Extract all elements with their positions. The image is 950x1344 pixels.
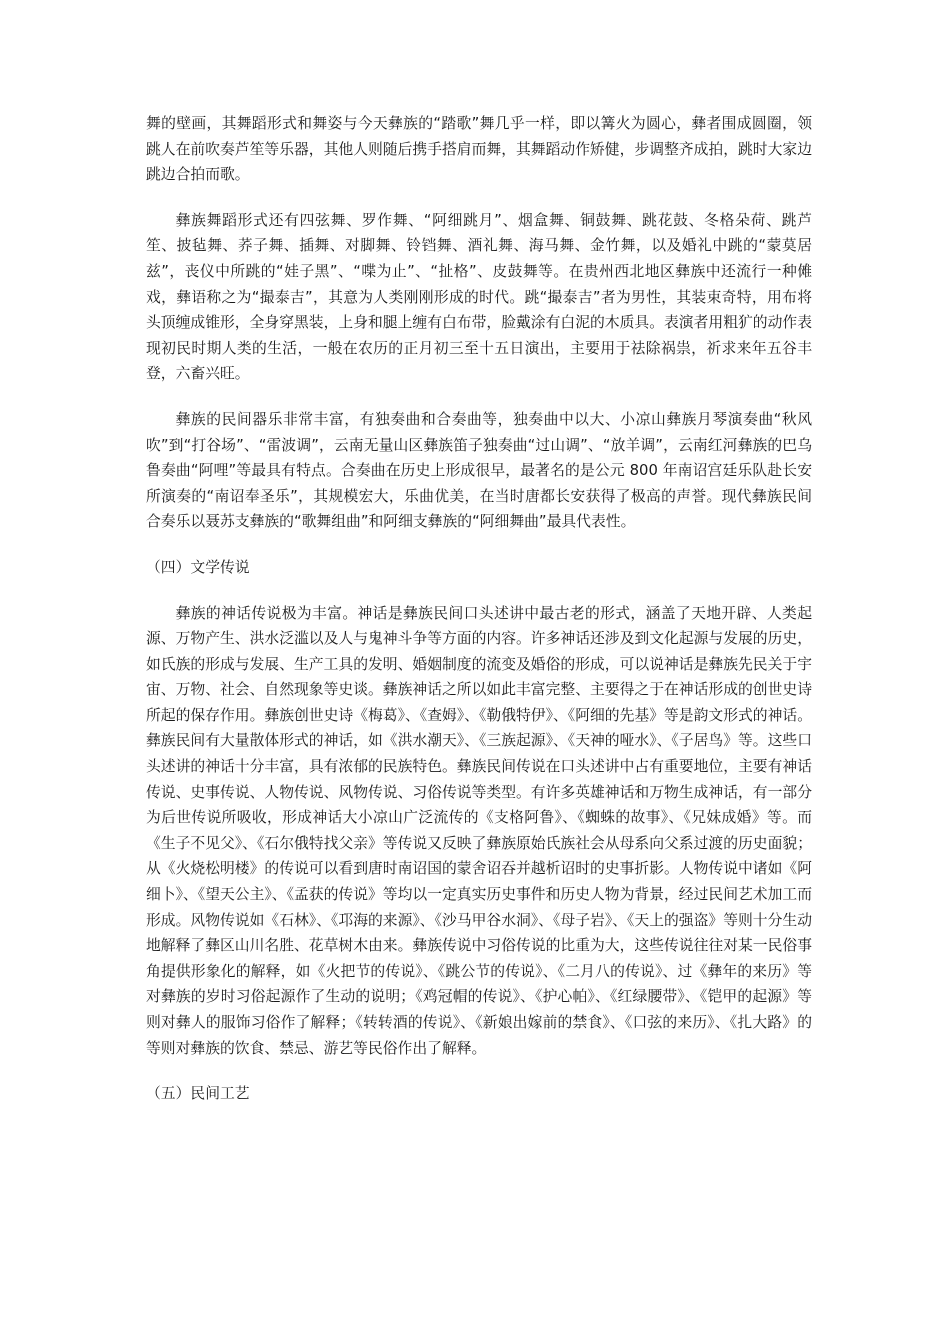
section-heading-folk-crafts: （五）民间工艺 [146,1085,250,1103]
section-heading-literature: （四）文学传说 [146,558,250,576]
document-body [146,111,812,1127]
paragraph-dance-forms: 彝族舞蹈形式还有四弦舞、罗作舞、“阿细跳月”、烟盒舞、铜鼓舞、跳花鼓、冬格朵荷、跳芦笙、披毡舞、荞子舞、插舞、对脚舞、铃铛舞、酒礼舞、海马舞、金竹舞，以及婚礼中跳的“蒙莫居兹”，丧仪中所跳的“娃子黑”、“喋为止”、“扯格”、皮鼓舞等。在贵州西北地区彝族中还流行一种傩戏，彝语称之为“撮泰吉”，其意为人类刚刚形成的时代。跳“撮泰吉”者为男性，其装束奇特，用布将头顶缠成锥形，全身穿黑装，上身和腿上缠有白布带，脸戴涂有白泥的木质具。表演者用粗犷的动作表现初民时期人类的生活，一般在农历的正月初三至十五日演出，主要用于祛除祸祟，祈求来年五谷丰登，六畜兴旺。 [146,211,812,383]
paragraph-folk-instruments: 彝族的民间器乐非常丰富，有独奏曲和合奏曲等，独奏曲中以大、小凉山彝族月琴演奏曲“秋风吹”到“打谷场”、“雷波调”，云南无量山区彝族笛子独奏曲“过山调”、“放羊调”，云南红河彝族的巴乌鲁奏曲“阿哩”等最具有特点。合奏曲在历史上形成很早，最著名的是公元 800 年南诏宫廷乐队赴长安所演奏的“南诏奉圣乐”，其规模宏大，乐曲优美，在当时唐都长安获得了极高的声誉。现代彝族民间合奏乐以聂苏支彝族的“歌舞组曲”和阿细支彝族的“阿细舞曲”最具代表性。 [146,410,812,531]
paragraph-myths-legends: 彝族的神话传说极为丰富。神话是彝族民间口头述讲中最古老的形式，涵盖了天地开辟、人类起源、万物产生、洪水泛滥以及人与鬼神斗争等方面的内容。许多神话还涉及到文化起源与发展的历史，如氏族的形成与发展、生产工具的发明、婚姻制度的流变及婚俗的形成，可以说神话是彝族先民关于宇宙、万物、社会、自然现象等史谈。彝族神话之所以如此丰富完整、主要得之于在神话形成的创世史诗所起的保存作用。彝族创世史诗《梅葛》、《查姆》、《勒俄特伊》、《阿细的先基》等是韵文形式的神话。彝族民间有大量散体形式的神话，如《洪水潮天》、《三族起源》、《天神的哑水》、《子居鸟》等。这些口头述讲的神话十分丰富，具有浓郁的民族特色。彝族民间传说在口头述讲中占有重要地位，主要有神话传说、史事传说、人物传说、风物传说、习俗传说等类型。有许多英雄神话和万物生成神话，有一部分为后世传说所吸收，形成神话大小凉山广泛流传的《支格阿鲁》、《蜘蛛的故事》、《兄妹成婚》等。而《生子不见父》、《石尔俄特找父亲》等传说又反映了彝族原始氏族社会从母系向父系过渡的历史面貌；从《火烧松明楼》的传说可以看到唐时南诏国的蒙舍诏吞并越析诏时的史事折影。人物传说中诸如《阿细卜》、《望天公主》、《孟获的传说》等均以一定真实历史事件和历史人物为背景，经过民间艺术加工而形成。风物传说如《石林》、《邛海的来源》、《沙马甲谷水洞》、《母子岩》、《天上的强盗》等则十分生动地解释了彝区山川名胜、花草树木由来。彝族传说中习俗传说的比重为大，这些传说往往对某一民俗事角提供形象化的解释，如《火把节的传说》、《跳公节的传说》、《二月八的传说》、过《彝年的来历》等对彝族的岁时习俗起源作了生动的说明；《鸡冠帽的传说》、《护心帕》、《红绿腰带》、《铠甲的起源》等则对彝人的服饰习俗作了解释；《转转酒的传说》、《新娘出嫁前的禁食》、《口弦的来历》、《扎大路》的等则对彝族的饮食、禁忌、游艺等民俗作出了解释。 [146,604,812,1057]
paragraph-dance-wall-painting: 舞的壁画，其舞蹈形式和舞姿与今天彝族的“踏歌”舞几乎一样，即以篝火为圆心，彝者围成圆圈，领跳人在前吹奏芦笙等乐器，其他人则随后携手搭肩而舞，其舞蹈动作矫健，步调整齐成拍，跳时大家边跳边合拍而歌。 [146,115,812,184]
